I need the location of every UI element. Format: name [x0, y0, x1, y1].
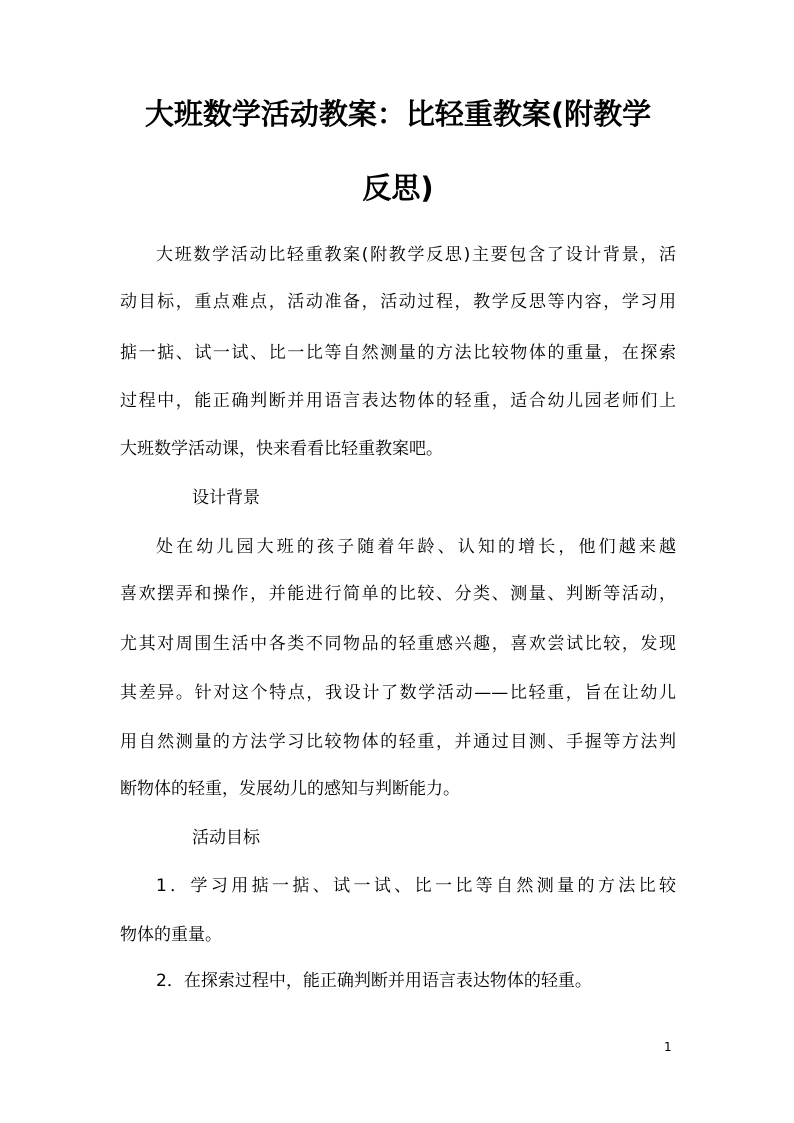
section-heading-activity-goals: 活动目标	[192, 828, 260, 848]
document-title-line-1: 大班数学活动教案：比轻重教案(附教学	[144, 97, 652, 131]
intro-line-1: 大班数学活动比轻重教案(附教学反思)主要包含了设计背景，活	[156, 245, 676, 265]
intro-line-3: 掂一掂、试一试、比一比等自然测量的方法比较物体的重量，在探索	[120, 343, 676, 363]
background-line-1: 处在幼儿园大班的孩子随着年龄、认知的增长，他们越来越	[156, 537, 676, 557]
intro-line-2: 动目标，重点难点，活动准备，活动过程，教学反思等内容，学习用	[120, 292, 676, 312]
background-line-5: 用自然测量的方法学习比较物体的轻重，并通过目测、手握等方法判	[120, 732, 676, 752]
intro-line-5: 大班数学活动课，快来看看比轻重教案吧。	[120, 439, 443, 459]
goal-2-line: 2．在探索过程中，能正确判断并用语言表达物体的轻重。	[156, 971, 592, 991]
section-heading-design-background: 设计背景	[192, 488, 260, 508]
background-line-2: 喜欢摆弄和操作，并能进行简单的比较、分类、测量、判断等活动，	[120, 584, 676, 604]
background-line-6: 断物体的轻重，发展幼儿的感知与判断能力。	[120, 779, 460, 799]
goal-1-line-1: 1．学习用掂一掂、试一试、比一比等自然测量的方法比较	[156, 876, 676, 896]
intro-line-4: 过程中，能正确判断并用语言表达物体的轻重，适合幼儿园老师们上	[120, 391, 676, 411]
goal-1-line-2: 物体的重量。	[120, 925, 222, 945]
document-title-line-2: 反思)	[362, 171, 434, 205]
page-number: 1	[664, 1040, 672, 1054]
background-line-3: 尤其对周围生活中各类不同物品的轻重感兴趣，喜欢尝试比较，发现	[120, 634, 676, 654]
background-line-4: 其差异。针对这个特点，我设计了数学活动——比轻重，旨在让幼儿	[120, 683, 676, 703]
